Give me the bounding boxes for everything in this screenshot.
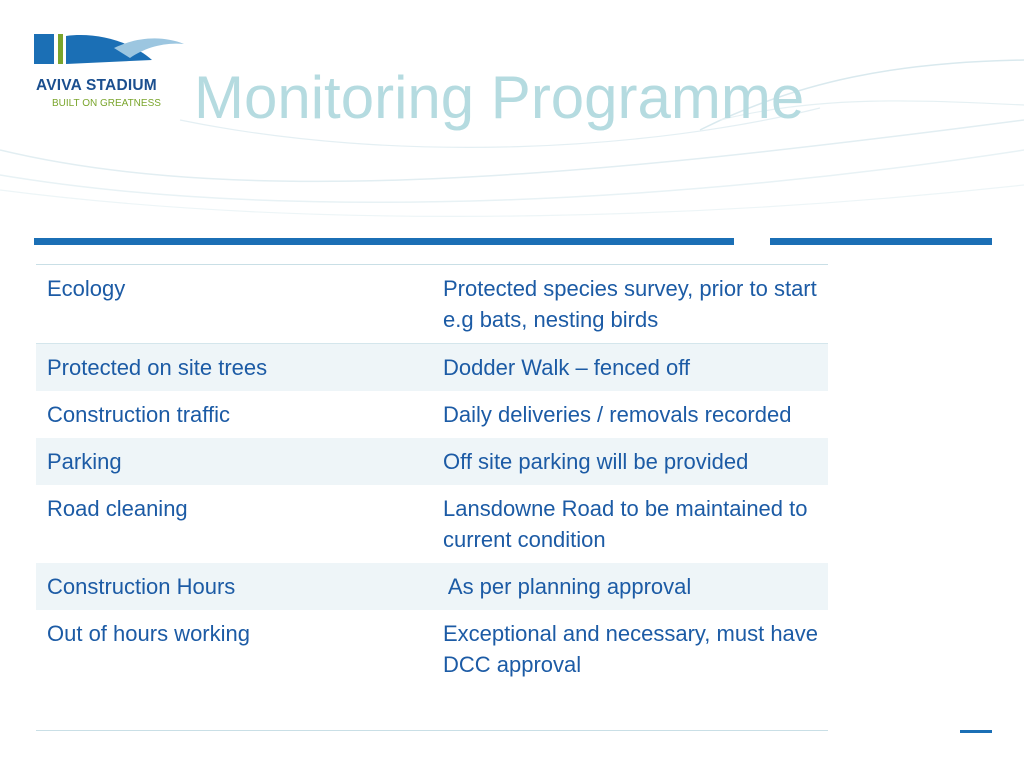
row-detail: Dodder Walk – fenced off: [432, 344, 828, 392]
row-item: Out of hours working: [36, 610, 432, 730]
row-detail: Exceptional and necessary, must have DCC approval: [432, 610, 828, 730]
monitoring-table: [36, 264, 828, 731]
table-row: [36, 391, 828, 438]
table-row: [36, 563, 828, 610]
table-row: [36, 438, 828, 485]
row-detail: As per planning approval: [432, 563, 828, 610]
row-item: Parking: [36, 438, 432, 485]
row-detail: Daily deliveries / removals recorded: [432, 391, 828, 438]
page-title: Monitoring Programme: [194, 64, 805, 131]
logo-wordmark: AVIVA STADIUM: [36, 77, 157, 94]
row-item: Road cleaning: [36, 485, 432, 563]
row-detail: Lansdowne Road to be maintained to current condition: [432, 485, 828, 563]
row-item: Construction traffic: [36, 391, 432, 438]
table-row: [36, 610, 828, 730]
table-row: [36, 485, 828, 563]
row-detail: Protected species survey, prior to start e.g bats, nesting birds: [432, 265, 828, 344]
row-item: Ecology: [36, 265, 432, 344]
stadium-logo-icon: [34, 32, 186, 76]
logo-tagline: BUILT ON GREATNESS: [52, 98, 161, 109]
table-row: [36, 344, 828, 392]
corner-accent-dash: [960, 730, 992, 733]
row-item: Construction Hours: [36, 563, 432, 610]
aviva-stadium-logo: [34, 32, 186, 112]
table-row: [36, 265, 828, 344]
header-rule-right: [770, 238, 992, 245]
row-item: Protected on site trees: [36, 344, 432, 392]
row-detail: Off site parking will be provided: [432, 438, 828, 485]
header-rule-left: [34, 238, 734, 245]
